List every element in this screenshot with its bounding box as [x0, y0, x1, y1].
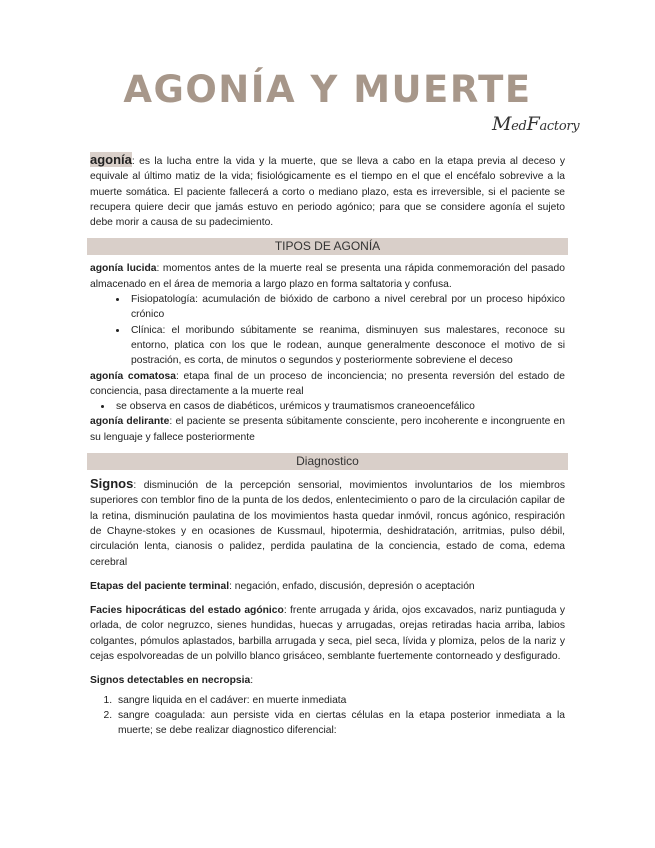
brand-logo-f: F	[526, 113, 540, 135]
page-title: AGONÍA Y MUERTE	[123, 68, 532, 111]
list-item: 2. sangre coagulada: aun persiste vida en ciertas células en la etapa posterior inmediata a la muerte; se debe realizar diagnostico diferencial:	[115, 708, 565, 739]
comatosa-bullets	[90, 399, 565, 414]
intro-text: : es la lucha entre la vida y la muerte, que se lleva a cabo en la etapa previa al deceso y equivale al último matiz de la vida; fisiológicamente es el tiempo en el que el encéfalo sobrevive a la muerte somática. El paciente fallecerá a corto o mediano plazo, esta es irreversible, si el paciente se recupera quiere decir que jamás estuvo en periodo agónico; para que se considere agonía el sujeto debe morir a causa de su padecimiento.	[90, 156, 565, 229]
signos-term: Signos	[90, 476, 134, 492]
intro-term: agonía	[90, 152, 132, 167]
lucida-text: : momentos antes de la muerte real se presenta una rápida conmemoración del pasado almacenado en el área de memoria a largo plazo en forma saltatoria y confusa.	[90, 263, 565, 290]
lucida-term: agonía lucida	[90, 263, 157, 275]
brand-logo-m: M	[492, 113, 512, 135]
delirante-paragraph	[90, 414, 565, 445]
facies-text: : frente arrugada y árida, ojos excavados, nariz puntiaguda y orlada, de color negruzco, sienes hundidas, huecas y arrugadas, orejas retiradas hacia arriba, labios colgantes, pómulos aplastados, barbilla arrugada y seca, piel seca, lívida y plomiza, pelos de la nariz y cejas espolvoreadas de un polvillo blanco grisáceo, semblante fuertemente contorneado y desfigurado.	[90, 605, 566, 663]
document-body	[90, 152, 565, 739]
etapas-paragraph	[90, 579, 565, 594]
brand-logo-rest: actory	[539, 119, 580, 134]
list-item: 1. sangre liquida en el cadáver: en muerte inmediata	[115, 693, 565, 708]
lucida-bullets	[90, 292, 565, 368]
lucida-paragraph	[90, 261, 565, 292]
facies-paragraph	[90, 603, 565, 664]
necropsia-term: Signos detectables en necropsia	[90, 675, 251, 687]
comatosa-paragraph	[90, 369, 565, 400]
comatosa-text: : etapa final de un proceso de inconciencia; no presenta reversión del estado de conciencia, pasa directamente a la muerte real	[90, 370, 565, 397]
facies-term: Facies hipocráticas del estado agónico	[90, 605, 284, 617]
necropsia-list	[90, 693, 565, 739]
intro-paragraph	[90, 152, 565, 230]
list-item: • se observa en casos de diabéticos, urémicos y traumatismos craneoencefálico	[113, 399, 565, 414]
signos-text: : disminución de la percepción sensorial, movimientos involuntarios de los miembros superiores con temblor fino de la punta de los dedos, enlentecimiento o paro de la circulación capilar de la retina, disminución paulatina de los movimientos hasta quedar inmóvil, roncus agónico, respiración de Chayne-stokes y en ocasiones de Kussmaul, hipotermia, deshidratación, arritmias, pulso débil, circulación lenta, cianosis o palidez, perdida paulatina de la conciencia, estado de coma, edema cerebral	[90, 480, 565, 568]
delirante-term: agonía delirante	[90, 416, 170, 428]
brand-logo	[492, 113, 579, 135]
necropsia-colon: :	[250, 675, 254, 687]
list-item: • Fisiopatología: acumulación de bióxido de carbono a nivel cerebral por un proceso hipóxico crónico	[128, 292, 565, 323]
necropsia-heading	[90, 673, 565, 688]
brand-logo-mid: ed	[511, 119, 527, 134]
comatosa-term: agonía comatosa	[90, 370, 176, 382]
list-item: • Clínica: el moribundo súbitamente se reanima, disminuyen sus malestares, reconoce su entorno, platica con los que le rodean, aunque generalmente desconoce el motivo de si postración, es corta, de minutos o segundos y posteriormente sobreviene el deceso	[128, 323, 565, 369]
etapas-text: : negación, enfado, discusión, depresión o aceptación	[229, 580, 475, 592]
delirante-text: : el paciente se presenta súbitamente consciente, pero incoherente e incongruente en su lenguaje y fallece posteriormente	[90, 416, 565, 443]
etapas-term: Etapas del paciente terminal	[90, 580, 230, 592]
signos-paragraph	[90, 476, 565, 570]
section-heading-tipos: TIPOS DE AGONÍA	[87, 238, 568, 255]
section-heading-diagnostico: Diagnostico	[87, 453, 568, 470]
